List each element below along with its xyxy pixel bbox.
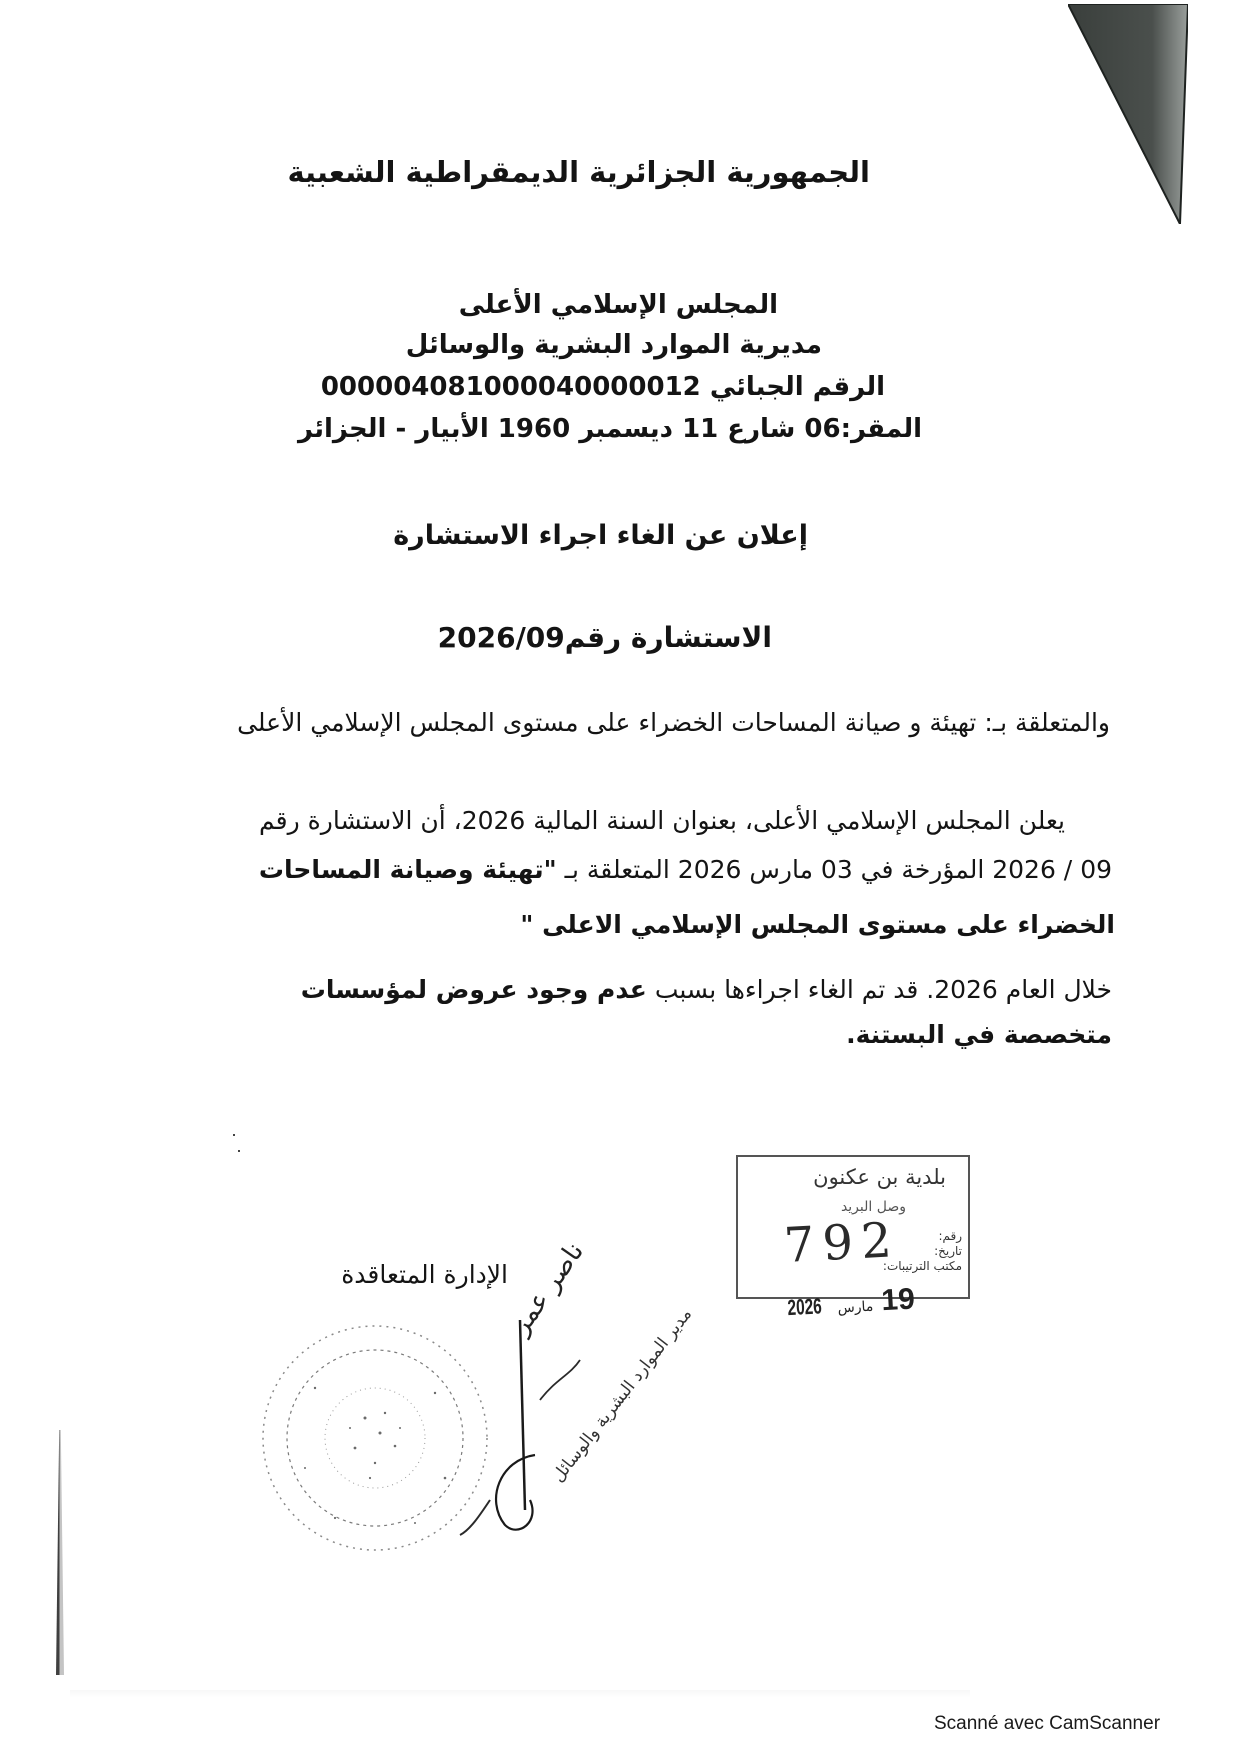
paragraph-line-2-plain: 09 / 2026 المؤرخة في 03 مارس 2026 المتعلقة بـ	[556, 855, 1112, 884]
reception-stamp	[736, 1155, 970, 1299]
stamp-number-label: رقم:	[938, 1229, 962, 1243]
tax-id-label: الرقم الجبائي	[709, 372, 885, 402]
stamp-office: وصل البريد	[840, 1199, 906, 1215]
stamp-date-day: 19	[880, 1282, 916, 1318]
signer-name: ناصر عمر	[505, 1236, 591, 1340]
paragraph-line-5: متخصصة في البستنة.	[846, 1020, 1112, 1049]
stamp-date-label: تاريخ:	[934, 1244, 962, 1258]
address-line: المقر:06 شارع 11 ديسمبر 1960 الأبيار - الجزائر	[298, 414, 922, 444]
scan-speck	[233, 1134, 235, 1136]
stamp-municipality: بلدية بن عكنون	[813, 1165, 946, 1189]
page-bottom-shade	[70, 1690, 970, 1698]
stamp-handwritten-number: 792	[782, 1212, 902, 1274]
paragraph-line-2-bold: "تهيئة وصيانة المساحات	[258, 855, 557, 884]
stamp-date-month: مارس	[837, 1297, 874, 1316]
consultation-number-line	[438, 621, 772, 654]
scanner-watermark: Scanné avec CamScanner	[934, 1713, 1161, 1734]
page-edge-shadow	[56, 1430, 64, 1675]
stamp-date	[779, 1282, 915, 1323]
announcement-title: إعلان عن الغاء اجراء الاستشارة	[393, 520, 808, 551]
paragraph-line-1: يعلن المجلس الإسلامي الأعلى، بعنوان السنة المالية 2026، أن الاستشارة رقم	[259, 806, 1065, 835]
consultation-label: الاستشارة رقم	[564, 621, 772, 654]
stamp-date-year: 2026	[786, 1293, 823, 1321]
council-name: المجلس الإسلامي الأعلى	[458, 290, 778, 320]
paragraph-line-4-plain: خلال العام 2026. قد تم الغاء اجراءها بسبب	[646, 975, 1112, 1004]
tax-id-line	[321, 372, 885, 402]
scan-speck	[238, 1150, 240, 1152]
paragraph-line-3: الخضراء على مستوى المجلس الإسلامي الاعلى "	[520, 910, 1115, 939]
folded-corner-shadow	[1068, 4, 1188, 224]
directorate-name: مديرية الموارد البشرية والوسائل	[405, 330, 822, 360]
contracting-authority-label: الإدارة المتعاقدة	[341, 1260, 508, 1289]
paragraph-line-4	[301, 975, 1112, 1005]
paragraph-line-2	[259, 855, 1112, 885]
consultation-number: 2026/09	[437, 621, 565, 654]
stamp-office-label: مكتب الترتيبات:	[882, 1259, 962, 1273]
subject-line: والمتعلقة بـ: تهيئة و صيانة المساحات الخضراء على مستوى المجلس الإسلامي الأعلى	[237, 708, 1110, 737]
tax-id-value: 000004081000040000012	[320, 372, 701, 402]
paragraph-line-4-bold: عدم وجود عروض لمؤسسات	[300, 975, 647, 1004]
republic-heading: الجمهورية الجزائرية الديمقراطية الشعبية	[287, 155, 870, 189]
signer-title: مدير الموارد البشرية والوسائل	[548, 1304, 697, 1487]
